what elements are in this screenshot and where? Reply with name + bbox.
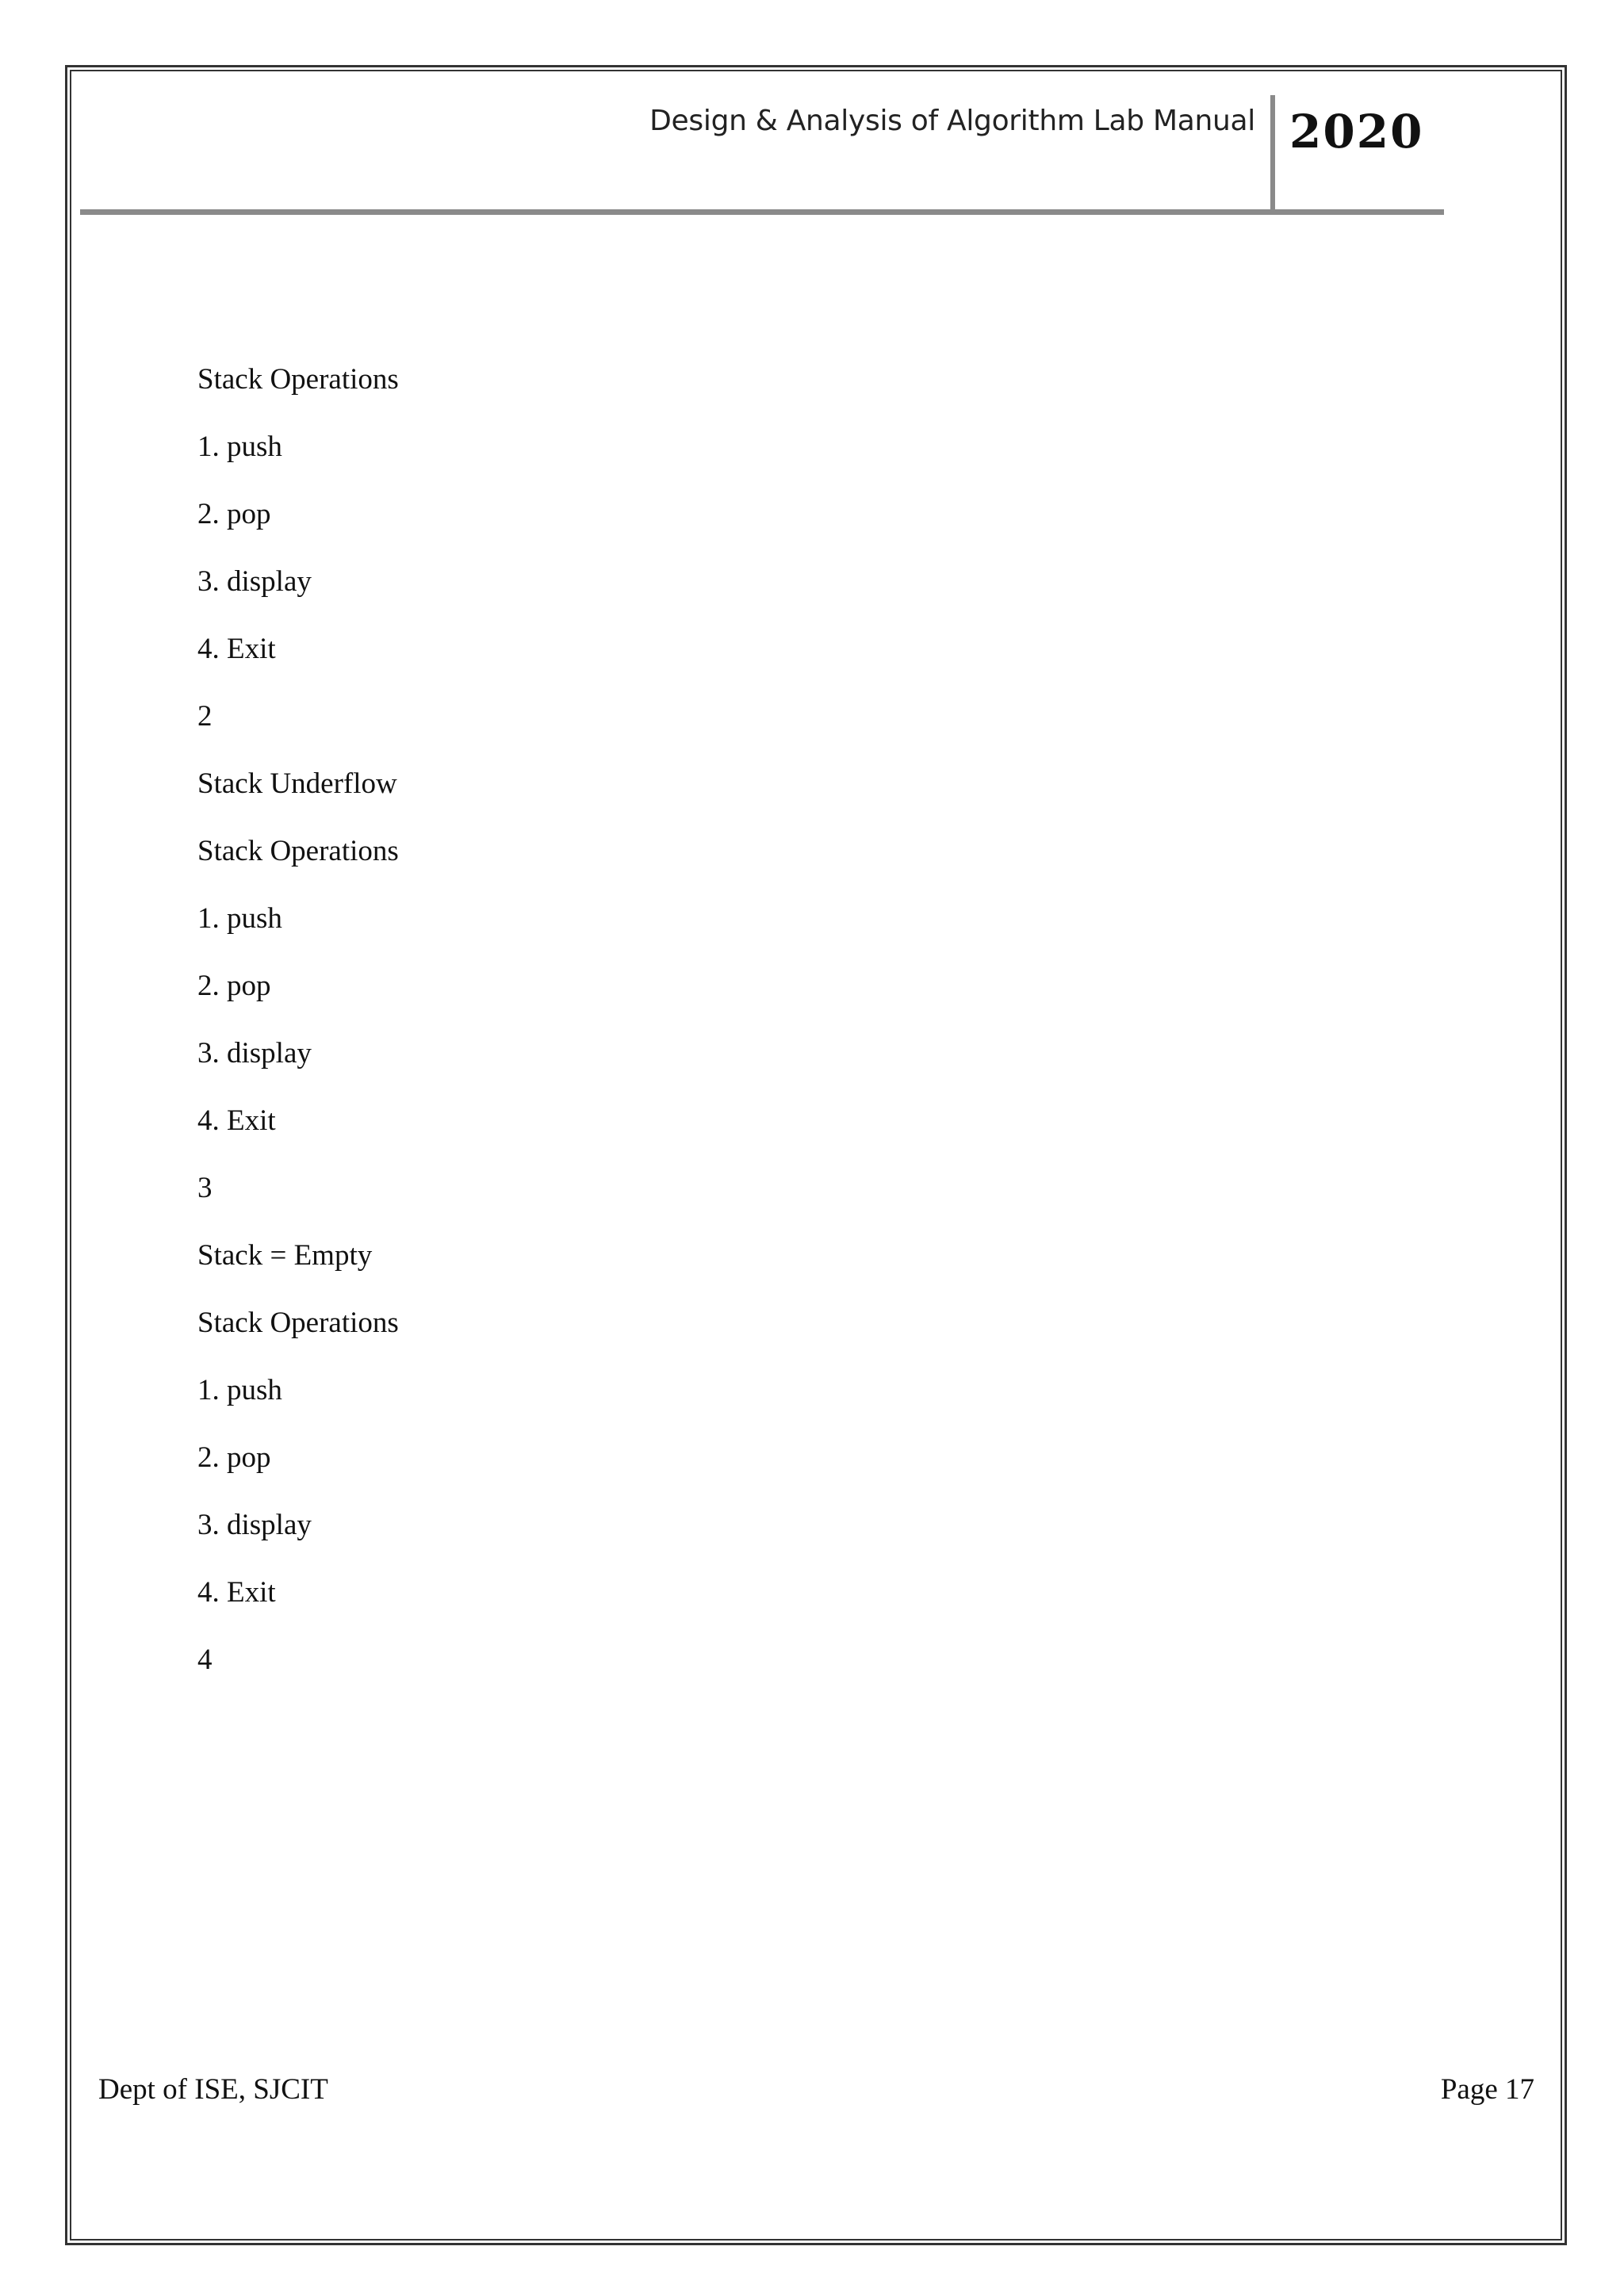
output-line: 2 bbox=[197, 700, 213, 733]
output-line: 4. Exit bbox=[197, 633, 276, 665]
output-line: 3 bbox=[197, 1172, 213, 1204]
output-line: 1. push bbox=[197, 902, 282, 935]
output-line: Stack Operations bbox=[197, 835, 399, 867]
output-line: Stack Operations bbox=[197, 363, 399, 396]
output-line: 4. Exit bbox=[197, 1104, 276, 1137]
output-line: Stack = Empty bbox=[197, 1239, 373, 1272]
footer-department: Dept of ISE, SJCIT bbox=[98, 2073, 328, 2106]
output-line: 4. Exit bbox=[197, 1576, 276, 1609]
output-line: 1. push bbox=[197, 1374, 282, 1406]
output-line: 2. pop bbox=[197, 1441, 271, 1474]
output-line: 1. push bbox=[197, 430, 282, 463]
output-line: 3. display bbox=[197, 1037, 312, 1070]
output-line: 4 bbox=[197, 1644, 213, 1676]
header-title: Design & Analysis of Algorithm Lab Manual bbox=[649, 105, 1255, 137]
console-output bbox=[197, 346, 399, 1693]
header-year: 2020 bbox=[1289, 105, 1424, 159]
footer-page-number: Page 17 bbox=[1440, 2073, 1534, 2106]
header-rule bbox=[80, 209, 1444, 215]
output-line: 3. display bbox=[197, 1509, 312, 1541]
output-line: Stack Underflow bbox=[197, 767, 397, 800]
output-line: 3. display bbox=[197, 565, 312, 598]
header-divider bbox=[1270, 95, 1275, 211]
output-line: 2. pop bbox=[197, 498, 271, 530]
output-line: 2. pop bbox=[197, 970, 271, 1002]
output-line: Stack Operations bbox=[197, 1307, 399, 1339]
